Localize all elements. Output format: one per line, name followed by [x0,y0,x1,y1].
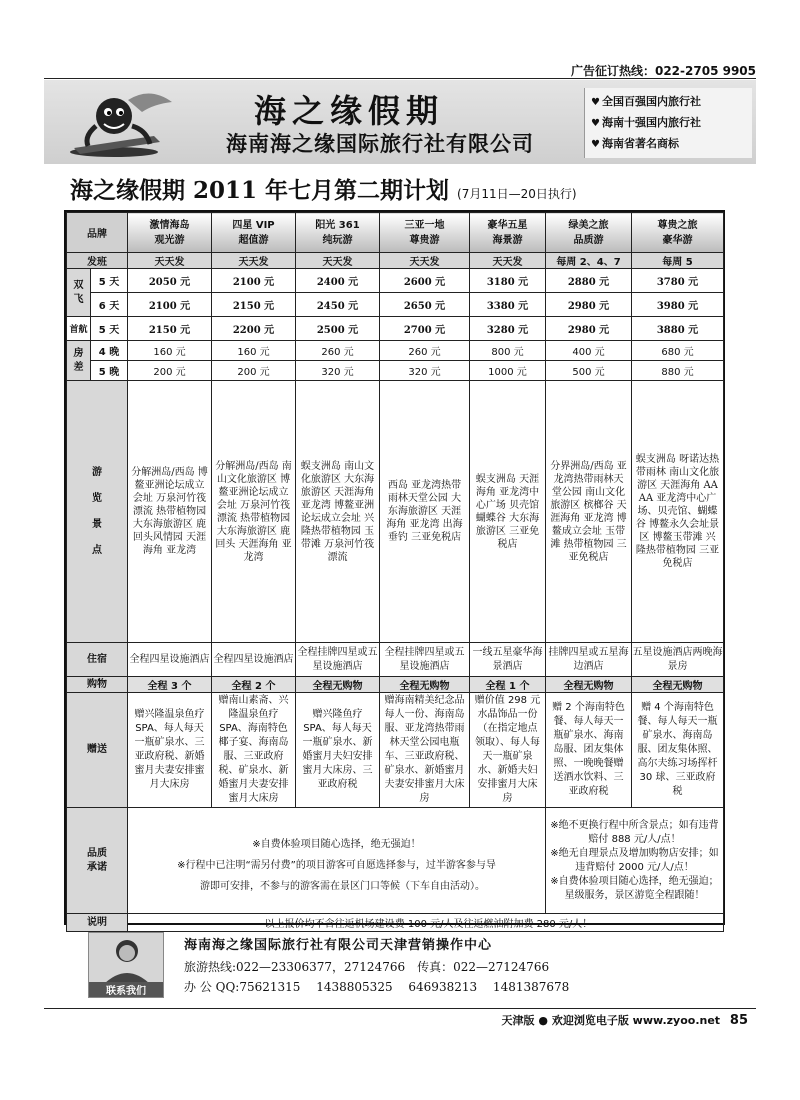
shopping-cell: 全程 3 个 [128,677,212,693]
product-header: 豪华五星 海景游 [470,213,546,253]
shopping-cell: 全程无购物 [632,677,724,693]
office-name: 海南海之缘国际旅行社有限公司天津营销操作中心 [184,938,493,953]
price-days: 5 天 [91,317,128,341]
price-cell: 3380 元 [470,293,546,317]
heart-icon: ♥ [591,139,600,150]
price-cell: 3980 元 [632,293,724,317]
departure-cell: 天天发 [212,253,296,269]
product-header: 四星 VIP 超值游 [212,213,296,253]
price-cell: 2100 元 [128,293,212,317]
room-price: 1000 元 [470,361,546,381]
price-cell: 2200 元 [212,317,296,341]
room-price: 320 元 [380,361,470,381]
shopping-cell: 全程 1 个 [470,677,546,693]
room-price: 500 元 [546,361,632,381]
sights-cell: 分解洲岛/西岛 博鳌亚洲论坛成立会址 万泉河竹筏漂流 热带植物园 大东海旅游区 鹿回头风情园 天涯海角 亚龙湾 [128,381,212,643]
honor-item: ♥ 海南省著名商标 [591,137,679,150]
qq-line: 办 公 QQ:75621315 1438805325 646938213 1481387678 [184,980,570,994]
sights-cell: 蜈支洲岛 天涯海角 亚龙湾中心广场 贝壳馆 蝴蝶谷 大东海旅游区 三亚免税店 [470,381,546,643]
product-header: 三亚一地 尊贵游 [380,213,470,253]
banner [44,80,756,164]
note-label: 说明 [67,914,128,932]
itinerary-table [64,210,725,930]
departure-label: 发班 [67,253,128,269]
price-cell: 3180 元 [470,269,546,293]
contact-us-label: 联系我们 [89,982,163,997]
price-cell: 2150 元 [128,317,212,341]
page-number: 85 [729,1013,748,1028]
promise-label: 品质 承诺 [67,808,128,914]
price-cell: 3280 元 [470,317,546,341]
hotel-label: 住宿 [67,643,128,677]
room-price: 260 元 [380,341,470,361]
room-price: 160 元 [212,341,296,361]
heart-icon: ♥ [591,97,600,108]
sights-cell: 蜈支洲岛 呀诺达热带雨林 南山文化旅游区 天涯海角 AAAA 亚龙湾中心广场、贝壳馆、蝴蝶谷 博鳌永久会址景区 博鳌玉带滩 兴隆热带植物园 三亚免税店 [632,381,724,643]
price-cell: 3880 元 [632,317,724,341]
hotel-cell: 一线五星豪华海景酒店 [470,643,546,677]
price-cell: 2980 元 [546,317,632,341]
price-cell: 2980 元 [546,293,632,317]
gift-cell: 赠南山素斋、兴隆温泉鱼疗 SPA、海南特色椰子宴、海南岛服、三亚政府税、矿泉水、新婚蜜月夫妻安排蜜月大床房 [212,693,296,808]
room-price: 800 元 [470,341,546,361]
brand-label: 品牌 [67,213,128,253]
price-cell: 2600 元 [380,269,470,293]
room-nights: 5 晚 [91,361,128,381]
hotel-cell: 全程挂牌四星或五星设施酒店 [380,643,470,677]
edition-label: 天津版 [501,1014,535,1027]
gift-cell: 赠 4 个海南特色餐、每人每天一瓶矿泉水、海南岛服、团友集体照、高尔夫练习场挥杆 30 球、三亚政府税 [632,693,724,808]
phone-line: 旅游热线:022—23306377，27124766 传真：022—27124766 [184,960,550,974]
contact-photo [88,932,164,998]
price-cell: 2500 元 [296,317,380,341]
price-days: 5 天 [91,269,128,293]
departure-cell: 天天发 [128,253,212,269]
plan-subtitle: (7月11日—20日执行) [457,187,577,201]
room-nights: 4 晚 [91,341,128,361]
product-header: 激情海岛 观光游 [128,213,212,253]
shopping-cell: 全程无购物 [380,677,470,693]
sights-cell: 西岛 亚龙湾热带雨林天堂公园 大东海旅游区 天涯海角 亚龙湾 出海垂钓 三亚免税店 [380,381,470,643]
price-cell: 3780 元 [632,269,724,293]
room-price: 200 元 [212,361,296,381]
gift-cell: 赠海南精美纪念品每人一份、海南岛服、亚龙湾热带雨林天堂公园电瓶车、三亚政府税、矿泉水、新婚蜜月夫妻安排蜜月大床房 [380,693,470,808]
hotel-cell: 五星设施酒店两晚海景房 [632,643,724,677]
hotel-cell: 全程四星设施酒店 [128,643,212,677]
shopping-cell: 全程无购物 [296,677,380,693]
departure-cell: 天天发 [296,253,380,269]
room-price: 260 元 [296,341,380,361]
room-price: 200 元 [128,361,212,381]
room-price: 320 元 [296,361,380,381]
shouhang-label: 首航 [67,317,91,341]
company-name: 海南海之缘国际旅行社有限公司 [226,132,534,156]
footer [502,1012,748,1028]
price-cell: 2100 元 [212,269,296,293]
sights-cell: 分界洲岛/西岛 亚龙湾热带雨林天堂公园 南山文化旅游区 槟榔谷 天涯海角 亚龙湾 博鳌成立会址 玉带滩 热带植物园 三亚免税店 [546,381,632,643]
browse-text: 欢迎浏览电子版 www.zyoo.net [551,1014,721,1027]
gift-cell: 赠兴隆温泉鱼疗 SPA、每人每天一瓶矿泉水、三亚政府税、新婚蜜月夫妻安排蜜月大床房 [128,693,212,808]
price-cell: 2650 元 [380,293,470,317]
plan-title: 海之缘假期 2011 年七月第二期计划 (7月11日—20日执行) [70,177,577,204]
heart-icon: ♥ [591,118,600,129]
honor-item: ♥ 全国百强国内旅行社 [591,95,701,108]
room-price: 400 元 [546,341,632,361]
promise-left: ※自费体验项目随心选择，绝无强迫！ ※行程中已注明“需另付费”的项目游客可自愿选择参与，过半游客参与导 游即可安排，不参与的游客需在景区门口等候（下车自由活动）。 [128,808,546,914]
sights-cell: 蜈支洲岛 南山文化旅游区 大东海旅游区 天涯海角 亚龙湾 博鳌亚洲论坛成立会址 兴隆热带植物园 玉带滩 万泉河竹筏漂流 [296,381,380,643]
price-cell: 2450 元 [296,293,380,317]
gift-cell: 赠 2 个海南特色餐、每人每天一瓶矿泉水、海南岛服、团友集体照、一晚晚餐赠送酒水饮料、三亚政府税 [546,693,632,808]
departure-cell: 天天发 [380,253,470,269]
mascot-illustration [54,86,184,160]
room-price: 160 元 [128,341,212,361]
contact-block [88,932,728,1000]
sights-cell: 分解洲岛/西岛 南山文化旅游区 博鳌亚洲论坛成立会址 万泉河竹筏漂流 热带植物园 大东海旅游区 鹿回头 天涯海角 亚龙湾 [212,381,296,643]
honor-item: ♥ 海南十强国内旅行社 [591,116,701,129]
ad-hotline: 广告征订热线：022-2705 9905 [570,64,756,78]
sights-label: 游 览 景 点 [67,381,128,643]
gift-cell: 赠价值 298 元水晶饰品一份（在指定地点领取）、每人每天一瓶矿泉水、新婚夫妇安排蜜月大床房 [470,693,546,808]
shopping-cell: 全程 2 个 [212,677,296,693]
price-cell: 2400 元 [296,269,380,293]
price-cell: 2050 元 [128,269,212,293]
shuangfei-label: 双 飞 [67,269,91,317]
room-label: 房 差 [67,341,91,381]
shopping-label: 购物 [67,677,128,693]
price-cell: 2150 元 [212,293,296,317]
promise-right: ※绝不更换行程中所含景点；如有违背赔付 888 元/人/点！ ※绝无自理景点及增加购物店安排；如违背赔付 2000 元/人/点！ ※自费体验项目随心选择，绝无强迫；星级服务，景区游览全程跟随！ [546,808,724,914]
departure-cell: 每周 5 [632,253,724,269]
logo-icon: ● [538,1014,548,1027]
hotel-cell: 全程四星设施酒店 [212,643,296,677]
person-icon [89,933,165,985]
product-header: 尊贵之旅 豪华游 [632,213,724,253]
shopping-cell: 全程无购物 [546,677,632,693]
room-price: 880 元 [632,361,724,381]
hotel-cell: 全程挂牌四星或五星设施酒店 [296,643,380,677]
honors-box [584,88,752,158]
brand-title: 海之缘假期 [254,92,445,130]
product-header: 阳光 361 纯玩游 [296,213,380,253]
price-cell: 2880 元 [546,269,632,293]
gift-cell: 赠兴隆鱼疗 SPA、每人每天一瓶矿泉水、新婚蜜月夫妇安排蜜月大床房、三亚政府税 [296,693,380,808]
departure-cell: 每周 2、4、7 [546,253,632,269]
departure-cell: 天天发 [470,253,546,269]
gift-label: 赠送 [67,693,128,808]
footer-rule [44,1008,756,1009]
hotel-cell: 挂牌四星或五星海边酒店 [546,643,632,677]
product-header: 绿美之旅 品质游 [546,213,632,253]
price-days: 6 天 [91,293,128,317]
note-text: 以上报价均不含往返机场建设费 100 元/人及往返燃油附加费 280 元/人！ [128,914,724,932]
top-rule [44,78,756,79]
room-price: 680 元 [632,341,724,361]
price-cell: 2700 元 [380,317,470,341]
